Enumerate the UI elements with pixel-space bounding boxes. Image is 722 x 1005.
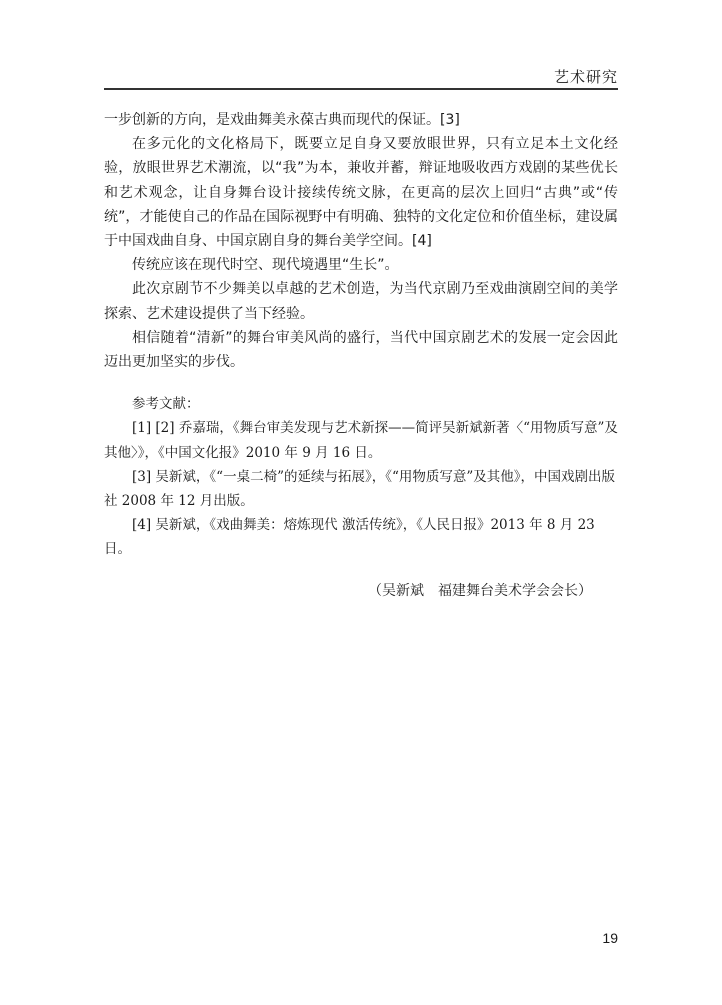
header-divider [104, 88, 618, 90]
paragraph-1: 一步创新的方向，是戏曲舞美永葆古典而现代的保证。[3] [104, 112, 460, 128]
paragraph-4: 此次京剧节不少舞美以卓越的艺术创造，为当代京剧乃至戏曲演剧空间的美学探索、艺术建设提供了当下经验。 [104, 281, 618, 322]
page-number: 19 [602, 930, 618, 946]
reference-item-3: [4] 吴新斌，《戏曲舞美：熔炼现代 激活传统》，《人民日报》2013 年 8 月 23 日。 [104, 517, 595, 558]
reference-item-2: [3] 吴新斌，《“一桌二椅”的延续与拓展》，《“用物质写意”及其他》，中国戏剧出版社 2008 年 12 月出版。 [104, 468, 616, 510]
article-body [104, 108, 618, 562]
paragraph-5: 相信随着“清新”的舞台审美风尚的盛行，当代中国京剧艺术的发展一定会因此迈出更加坚实的步伐。 [104, 329, 618, 371]
paragraph-2: 在多元化的文化格局下，既要立足自身又要放眼世界，只有立足本土文化经验，放眼世界艺术潮流，以“我”为本，兼收并蓄，辩证地吸收西方戏剧的某些优长和艺术观念，让自身舞台设计接续传统文脉，在更高的层次上回归“古典”或“传统”，才能使自己的作品在国际视野中有明确、独特的文化定位和价值坐标，建设属于中国戏曲自身、中国京剧自身的舞台美学空间。[4] [104, 136, 618, 250]
references-title: 参考文献： [132, 396, 200, 413]
reference-item-1: [1] [2] 乔嘉瑞，《舞台审美发现与艺术新探——简评吴新斌新著〈“用物质写意”及其他〉》，《中国文化报》2010 年 9 月 16 日。 [104, 420, 618, 461]
author-credit: （吴新斌 福建舞台美术学会会长） [368, 583, 592, 599]
paragraph-3: 传统应该在现代时空、现代境遇里“生长”。 [132, 257, 399, 274]
running-header: 艺术研究 [553, 68, 618, 86]
